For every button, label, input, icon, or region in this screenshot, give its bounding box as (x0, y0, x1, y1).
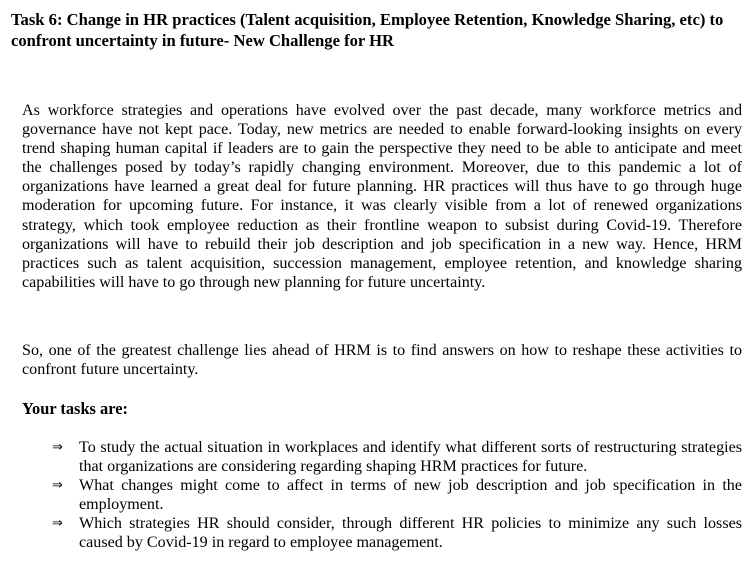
intro-paragraph: As workforce strategies and operations have evolved over the past decade, many workforce metrics and governance have not kept pace. Today, new metrics are needed to enable forward-looking insights on every trend shaping human capital if leaders are to gain the perspective they need to be able to anticipate and meet the challenges posed by today’s rapidly changing environment. Moreover, due to this pandemic a lot of organizations have learned a great deal for future planning. HR practices will thus have to go through huge moderation for upcoming future. For instance, it was clearly visible from a lot of renewed organizations strategy, which took employee reduction as their frontline weapon to subsist during Covid-19. Therefore organizations will have to rebuild their job description and job specification in a new way. Hence, HRM practices such as talent acquisition, succession management, employee retention, and knowledge sharing capabilities will have to go through new planning for future uncertainty. (22, 102, 742, 291)
task-item-1 (22, 438, 742, 476)
task-list (22, 438, 742, 553)
document-title: Task 6: Change in HR practices (Talent acquisition, Employee Retention, Knowledge Sharing, etc) to confront uncertainty in future- New Challenge for HR (11, 10, 724, 50)
task-item-2 (22, 476, 742, 514)
challenge-paragraph: So, one of the greatest challenge lies ahead of HRM is to find answers on how to reshape these activities to confront future uncertainty. (22, 342, 742, 379)
task-text-2: What changes might come to affect in terms of new job description and job specification in the employment. (79, 477, 742, 514)
double-arrow-icon: ⇒ (52, 478, 63, 494)
tasks-heading: Your tasks are: (22, 399, 128, 418)
task-text-1: To study the actual situation in workplaces and identify what different sorts of restructuring strategies that organizations are considering regarding shaping HRM practices for future. (79, 439, 742, 476)
double-arrow-icon: ⇒ (52, 516, 63, 532)
task-item-3 (22, 514, 742, 552)
task-text-3: Which strategies HR should consider, through different HR policies to minimize any such losses caused by Covid-19 in regard to employee management. (79, 515, 742, 552)
double-arrow-icon: ⇒ (52, 440, 63, 455)
